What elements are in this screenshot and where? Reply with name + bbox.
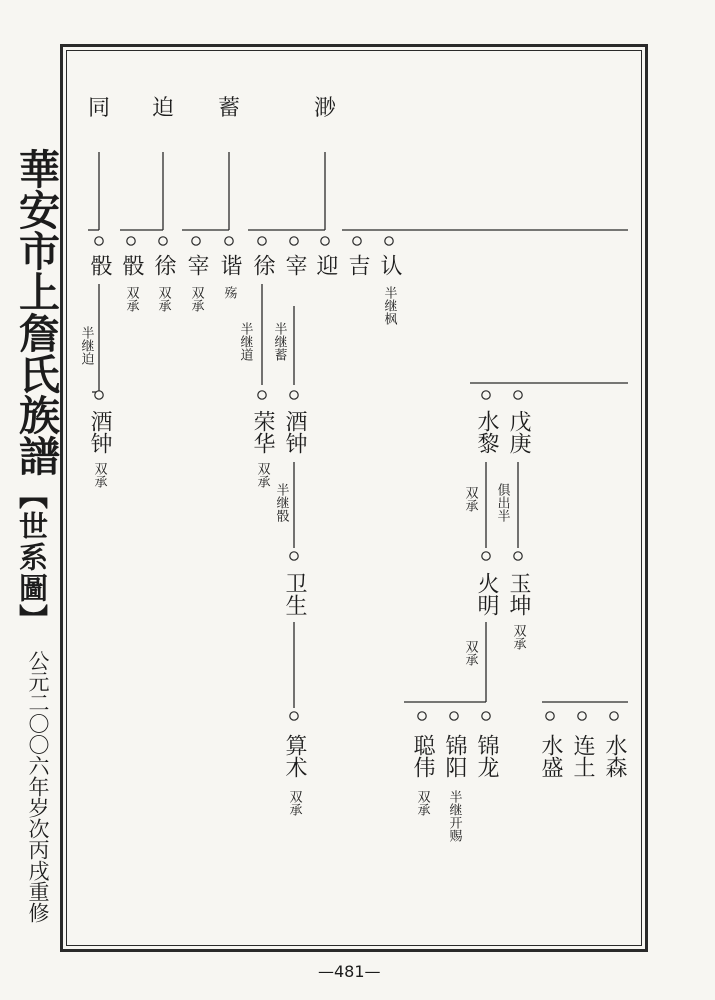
note-banjigu: 半继骰	[273, 483, 289, 522]
person-ronghua: 荣华	[250, 410, 275, 454]
note-gen1-2: 双承	[123, 286, 139, 312]
note-shuili: 双承	[462, 486, 478, 512]
ancestor-po: 迫	[151, 96, 175, 121]
ancestor-she: 渺	[313, 96, 337, 121]
person-gen1-2: 骰	[119, 254, 144, 276]
note-gen1-5: 殇	[221, 286, 237, 299]
person-suanshu: 算术	[282, 734, 307, 778]
note-ronghua: 双承	[254, 462, 270, 488]
note-jinyang: 半继开赐	[446, 790, 462, 842]
person-gen1-9: 吉	[345, 254, 370, 276]
note-suanshu: 双承	[286, 790, 302, 816]
person-liantu: 连土	[570, 734, 595, 778]
note-huoming: 双承	[462, 640, 478, 666]
person-wugeng: 戊庚	[506, 410, 531, 454]
person-jinlong: 锦龙	[474, 734, 499, 778]
person-gen1-5: 谐	[217, 254, 242, 276]
person-gen1-4: 宰	[184, 254, 209, 276]
person-shuisheng: 水盛	[538, 734, 563, 778]
person-jiuzhong-2: 酒钟	[282, 410, 307, 454]
genealogy-title: 華安市上詹氏族譜	[12, 148, 60, 476]
note-banjipo: 半继迫	[78, 326, 94, 365]
note-gen1-3: 双承	[155, 286, 171, 312]
person-congwei: 聪伟	[410, 734, 435, 778]
person-weisheng: 卫生	[282, 572, 307, 616]
person-gen1-10: 认	[377, 254, 402, 276]
person-shuisen: 水森	[602, 734, 627, 778]
note-banjidao: 半继道	[237, 322, 253, 361]
note-yukun: 双承	[510, 624, 526, 650]
revision-year: 公元二〇〇六年岁次丙戌重修	[26, 650, 50, 923]
note-jiuzhong-1: 双承	[91, 462, 107, 488]
person-gen1-1: 骰	[87, 254, 112, 276]
page-number: —481—	[318, 962, 381, 981]
person-gen1-7: 宰	[282, 254, 307, 276]
person-gen1-6: 徐	[250, 254, 275, 276]
ancestor-tong: 同	[87, 96, 111, 121]
note-gen1-4: 双承	[188, 286, 204, 312]
person-yukun: 玉坤	[506, 572, 531, 616]
note-congwei: 双承	[414, 790, 430, 816]
person-jiuzhong-1: 酒钟	[87, 410, 112, 454]
note-banjixu: 半继蓄	[271, 322, 287, 361]
person-shuili: 水黎	[474, 410, 499, 454]
ancestor-xu: 蓄	[217, 96, 241, 121]
person-gen1-3: 徐	[151, 254, 176, 276]
section-title: 【世系圖】	[15, 480, 49, 635]
person-jinyang: 锦阳	[442, 734, 467, 778]
person-huoming: 火明	[474, 572, 499, 616]
person-gen1-8: 迎	[313, 254, 338, 276]
note-gen1-10: 半继枫	[381, 286, 397, 325]
note-juchuban: 俱出半	[494, 483, 510, 522]
